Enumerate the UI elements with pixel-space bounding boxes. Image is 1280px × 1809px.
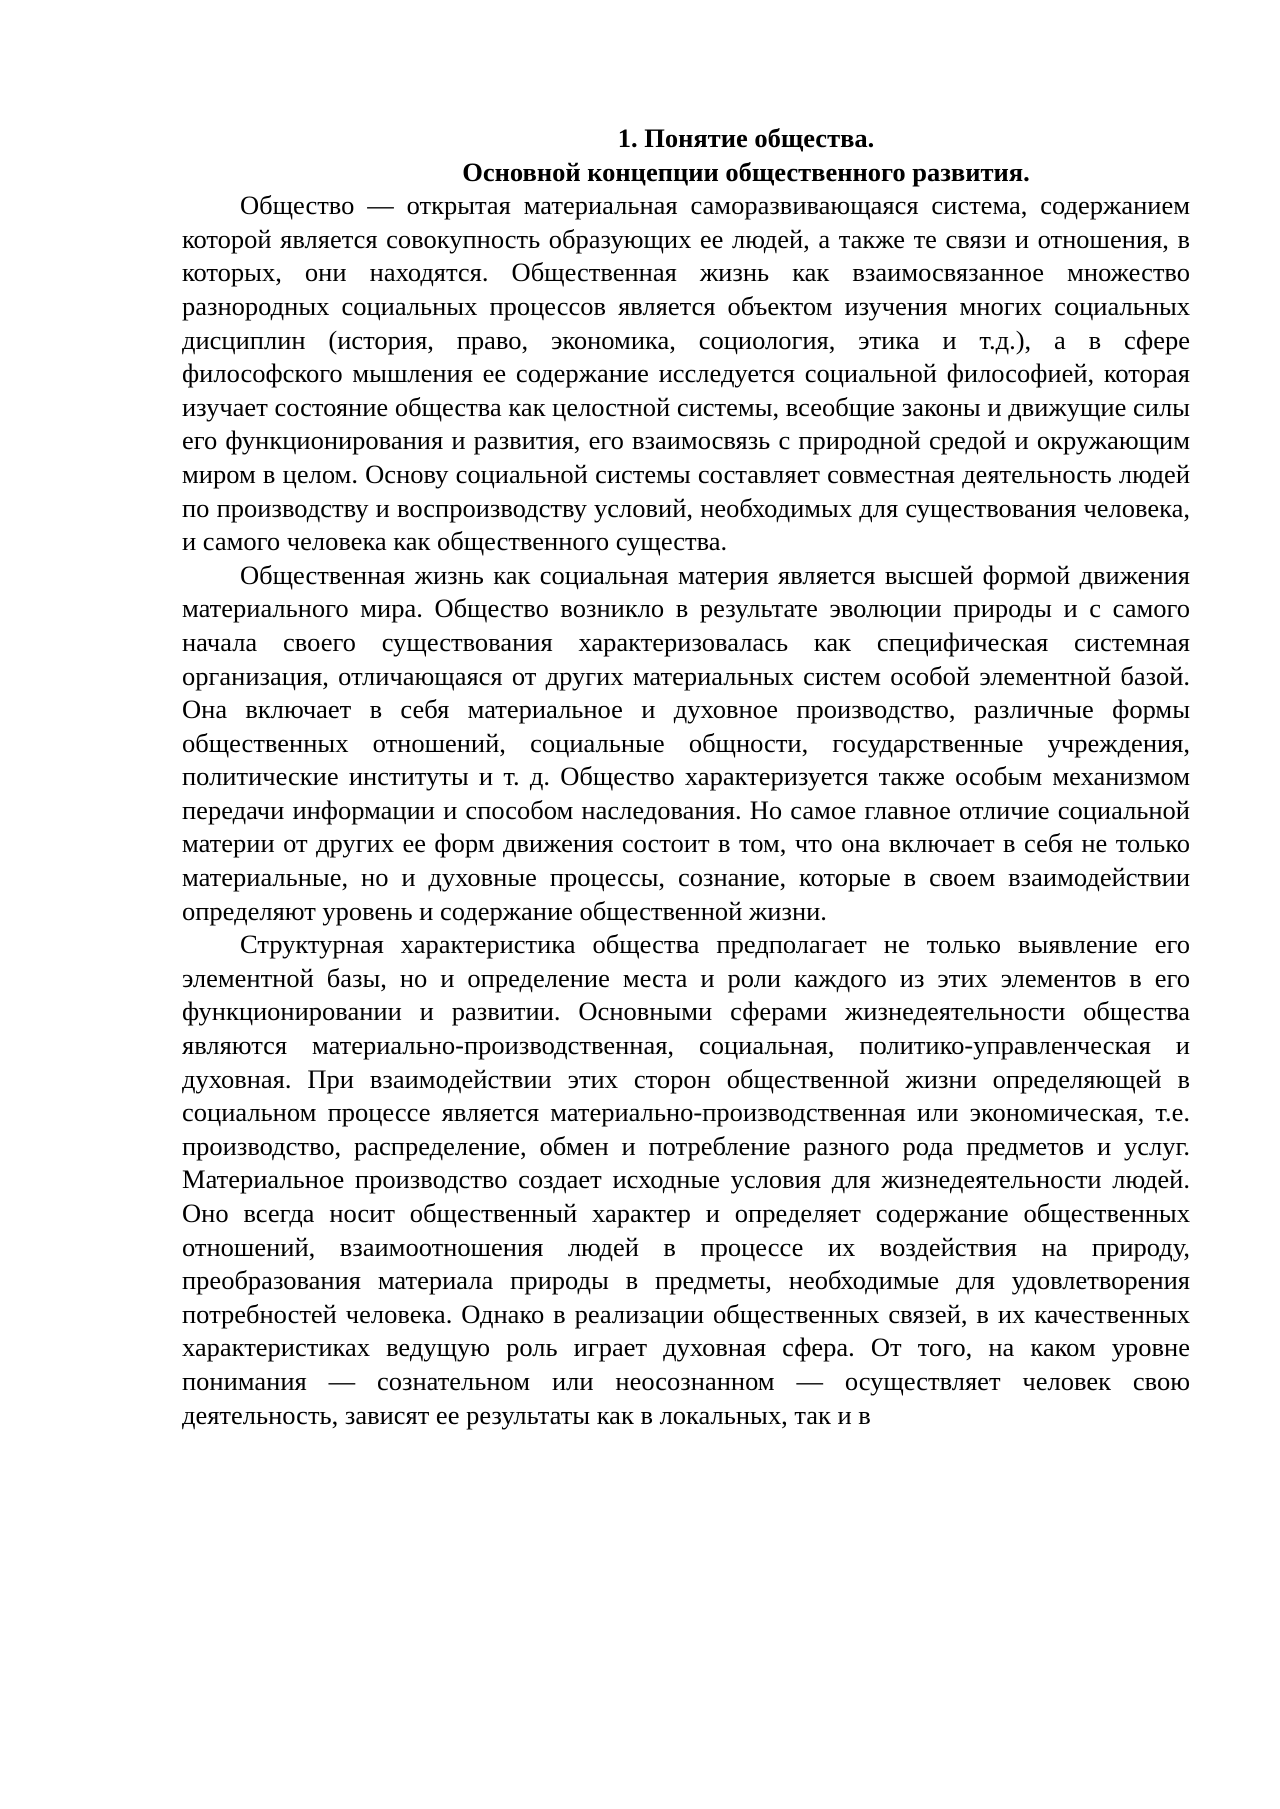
document-body [182,122,1190,1432]
paragraph-1: Общество — открытая материальная саморазвивающаяся система, содержанием которой является совокупность образующих ее людей, а также те связи и отношения, в которых, они находятся. Общественная жизнь как взаимосвязанное множество разнородных социальных процессов является объектом изучения многих социальных дисциплин (история, право, экономика, социология, этика и т.д.), а в сфере философского мышления ее содержание исследуется социальной философией, которая изучает состояние общества как целостной системы, всеобщие законы и движущие силы его функционирования и развития, его взаимосвязь с природной средой и окружающим миром в целом. Основу социальной системы составляет совместная деятельность людей по производству и воспроизводству условий, необходимых для существования человека, и самого человека как общественного существа. [182,190,1190,557]
paragraph-3: Структурная характеристика общества предполагает не только выявление его элементной базы, но и определение места и роли каждого из этих элементов в его функционировании и развитии. Основными сферами жизнедеятельности общества являются материально-производственная, социальная, политико-управленческая и духовная. При взаимодействии этих сторон общественной жизни определяющей в социальном процессе является материально-производственная или экономическая, т.е. производство, распределение, обмен и потребление разного рода предметов и услуг. Материальное производство создает исходные условия для жизнедеятельности людей. Оно всегда носит общественный характер и определяет содержание общественных отношений, взаимоотношения людей в процессе их воздействия на природу, преобразования материала природы в предметы, необходимые для удовлетворения потребностей человека. Однако в реализации общественных связей, в их качественных характеристиках ведущую роль играет духовная сфера. От того, на каком уровне понимания — сознательном или неосознанном — осуществляет человек свою деятельность, зависят ее результаты как в локальных, так и в [182,929,1190,1430]
section-title: 1. Понятие общества. [617,123,875,153]
paragraph-2: Общественная жизнь как социальная материя является высшей формой движения материального мира. Общество возникло в результате эволюции природы и с самого начала своего существования характеризовалась как специфическая системная организация, отличающаяся от других материальных систем особой элементной базой. Она включает в себя материальное и духовное производство, различные формы общественных отношений, социальные общности, государственные учреждения, политические институты и т. д. Общество характеризуется также особым механизмом передачи информации и способом наследования. Но самое главное отличие социальной материи от других ее форм движения состоит в том, что она включает в себя не только материальные, но и духовные процессы, сознание, которые в своем взаимодействии определяют уровень и содержание общественной жизни. [182,559,1190,926]
section-subtitle: Основной концепции общественного развития. [462,156,1030,187]
